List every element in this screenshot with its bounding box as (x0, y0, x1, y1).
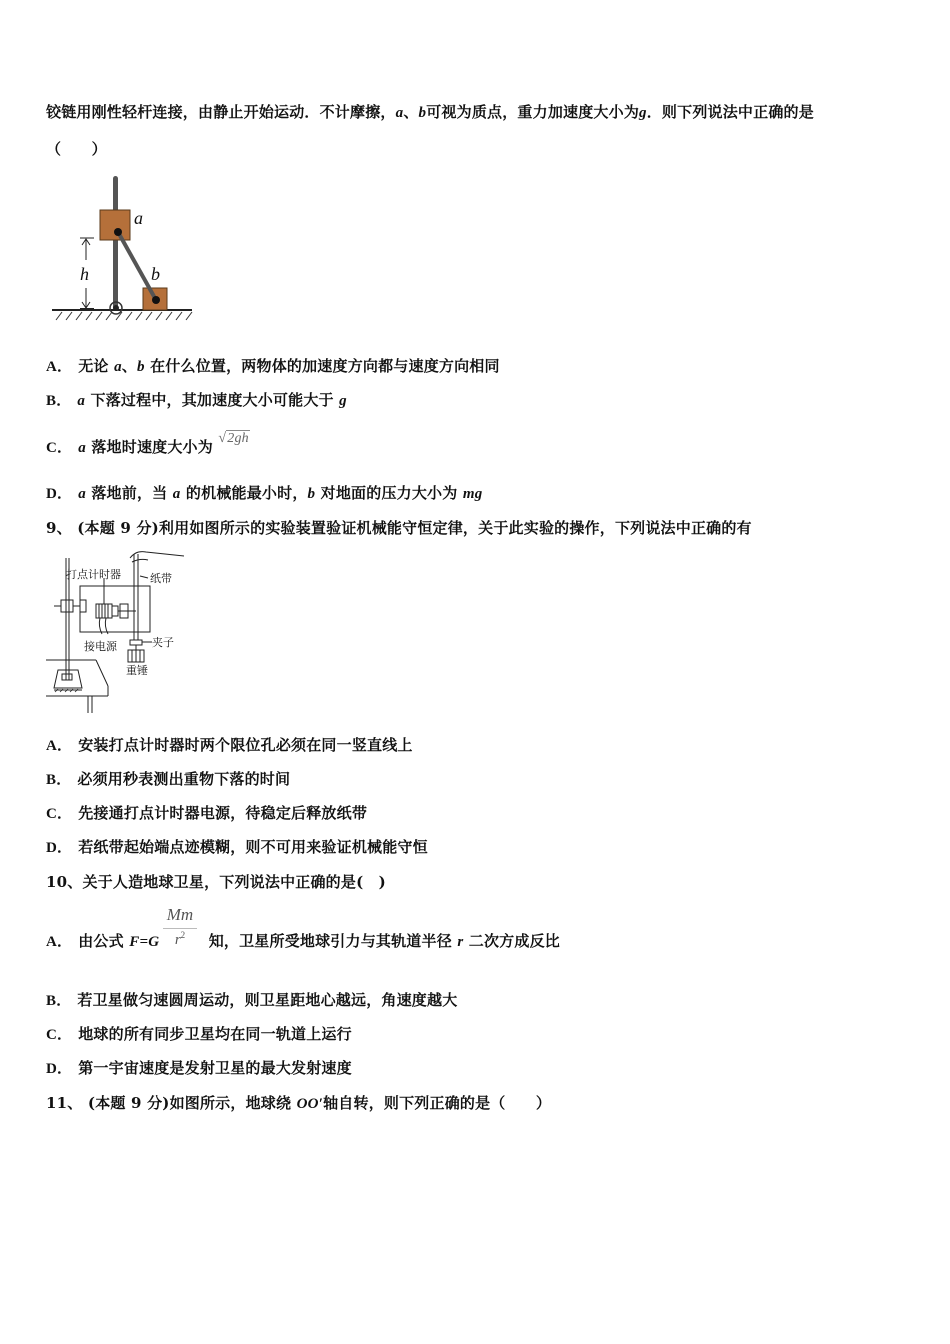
q11-stem-text: 11、 (本题 9 分)如图所示，地球绕 (46, 1094, 297, 1112)
q9-figure-apparatus (44, 548, 194, 713)
option-label: B． (46, 772, 72, 788)
option-label: A． (46, 359, 73, 375)
option-label: B． (46, 393, 72, 409)
q10-stem: 10、关于人造地球卫星，下列说法中正确的是( ) (46, 873, 386, 891)
option-text: 的机械能最小时， (180, 484, 308, 502)
separator: 、 (121, 357, 137, 375)
var-a: a (77, 393, 86, 409)
var-r: r (457, 934, 464, 950)
option-text: 由公式 (78, 932, 130, 950)
label-clip: 夹子 (152, 636, 174, 649)
option-text: 落地前，当 (85, 484, 173, 502)
q9-option-d[interactable] (46, 837, 428, 858)
axis-label: OO′ (296, 1096, 324, 1112)
q8-stem-text-2: 可视为质点，重力加速度大小为 (426, 103, 640, 121)
q11-stem (46, 1093, 551, 1114)
q9-option-b[interactable] (46, 769, 290, 790)
option-label: A． (46, 738, 73, 754)
label-b: b (151, 264, 160, 284)
option-text: 若卫星做匀速圆周运动，则卫星距地心越远，角速度越大 (77, 991, 458, 1009)
var-mg: mg (462, 486, 483, 502)
var-a: a (395, 105, 404, 121)
q8-figure-rod-blocks (50, 172, 195, 324)
var-b: b (136, 359, 145, 375)
option-text: 地球的所有同步卫星均在同一轨道上运行 (78, 1025, 352, 1043)
option-label: D． (46, 1061, 73, 1077)
q8-stem-text: 铰链用刚性轻杆连接，由静止开始运动．不计摩擦， (46, 103, 396, 121)
label-weight: 重锤 (126, 664, 148, 677)
option-text: 知，卫星所受地球引力与其轨道半径 (203, 932, 458, 950)
option-text: 二次方成反比 (463, 932, 560, 950)
var-b: b (307, 486, 316, 502)
option-text: 若纸带起始端点迹模糊，则不可用来验证机械能守恒 (78, 838, 428, 856)
option-label: B． (46, 993, 72, 1009)
radicand: 2gh (227, 431, 249, 446)
q9-stem: 9、 (本题 9 分)利用如图所示的实验装置验证机械能守恒定律，关于此实验的操作，下列说法中正确的有 (46, 519, 752, 537)
q10-option-b[interactable] (46, 990, 457, 1011)
option-label: C． (46, 1027, 73, 1043)
q10-option-c[interactable] (46, 1024, 352, 1045)
label-a: a (134, 208, 143, 228)
label-h: h (80, 264, 89, 284)
option-text: 先接通打点计时器电源，待稳定后释放纸带 (78, 804, 368, 822)
q8-option-d[interactable] (46, 483, 482, 504)
var-g: g (339, 393, 347, 409)
label-tape: 纸带 (150, 572, 172, 585)
denominator-r: r (174, 932, 181, 948)
fraction-bar (163, 928, 197, 929)
option-text: 无论 (78, 357, 115, 375)
var-g: g (639, 105, 647, 121)
option-text: 下落过程中，其加速度大小可能大于 (85, 391, 340, 409)
q8-stem (46, 102, 814, 123)
option-text: 在什么位置，两物体的加速度方向都与速度方向相同 (144, 357, 500, 375)
q10-option-d[interactable] (46, 1058, 352, 1079)
q9-option-a[interactable] (46, 735, 413, 756)
q8-stem-text-3: ．则下列说法中正确的是 (646, 103, 814, 121)
var-a: a (78, 486, 86, 502)
q8-answer-paren: （ ） (46, 140, 107, 158)
q11-stem-text-2: 轴自转，则下列正确的是（ ） (323, 1094, 552, 1112)
option-label: D． (46, 840, 73, 856)
q8-option-a[interactable] (46, 356, 500, 377)
q10-option-a[interactable] (46, 931, 560, 952)
option-text: 第一宇宙速度是发射卫星的最大发射速度 (78, 1059, 352, 1077)
option-text: 安装打点计时器时两个限位孔必须在同一竖直线上 (78, 736, 413, 754)
sqrt-formula: √2gh (218, 431, 249, 446)
fraction-numerator: Mm (166, 905, 194, 924)
label-power: 接电源 (84, 640, 117, 653)
formula-lhs: F=G (129, 934, 160, 950)
option-label: D． (46, 486, 73, 502)
option-text: 对地面的压力大小为 (315, 484, 463, 502)
var-a: a (172, 486, 181, 502)
label-timer: 打点计时器 (66, 568, 121, 581)
option-label: C． (46, 440, 73, 456)
option-label: A． (46, 934, 73, 950)
q8-option-c[interactable] (46, 431, 250, 459)
q9-option-c[interactable] (46, 803, 367, 824)
option-label: C． (46, 806, 73, 822)
option-text: 必须用秒表测出重物下落的时间 (77, 770, 291, 788)
exponent: 2 (180, 930, 186, 940)
var-a: a (114, 359, 122, 375)
var-a: a (78, 440, 86, 456)
q8-option-b[interactable] (46, 390, 347, 411)
separator: 、 (403, 103, 419, 121)
hinge-rod-diagram (50, 172, 195, 324)
var-b: b (418, 105, 427, 121)
option-text: 落地时速度大小为 (85, 438, 219, 456)
